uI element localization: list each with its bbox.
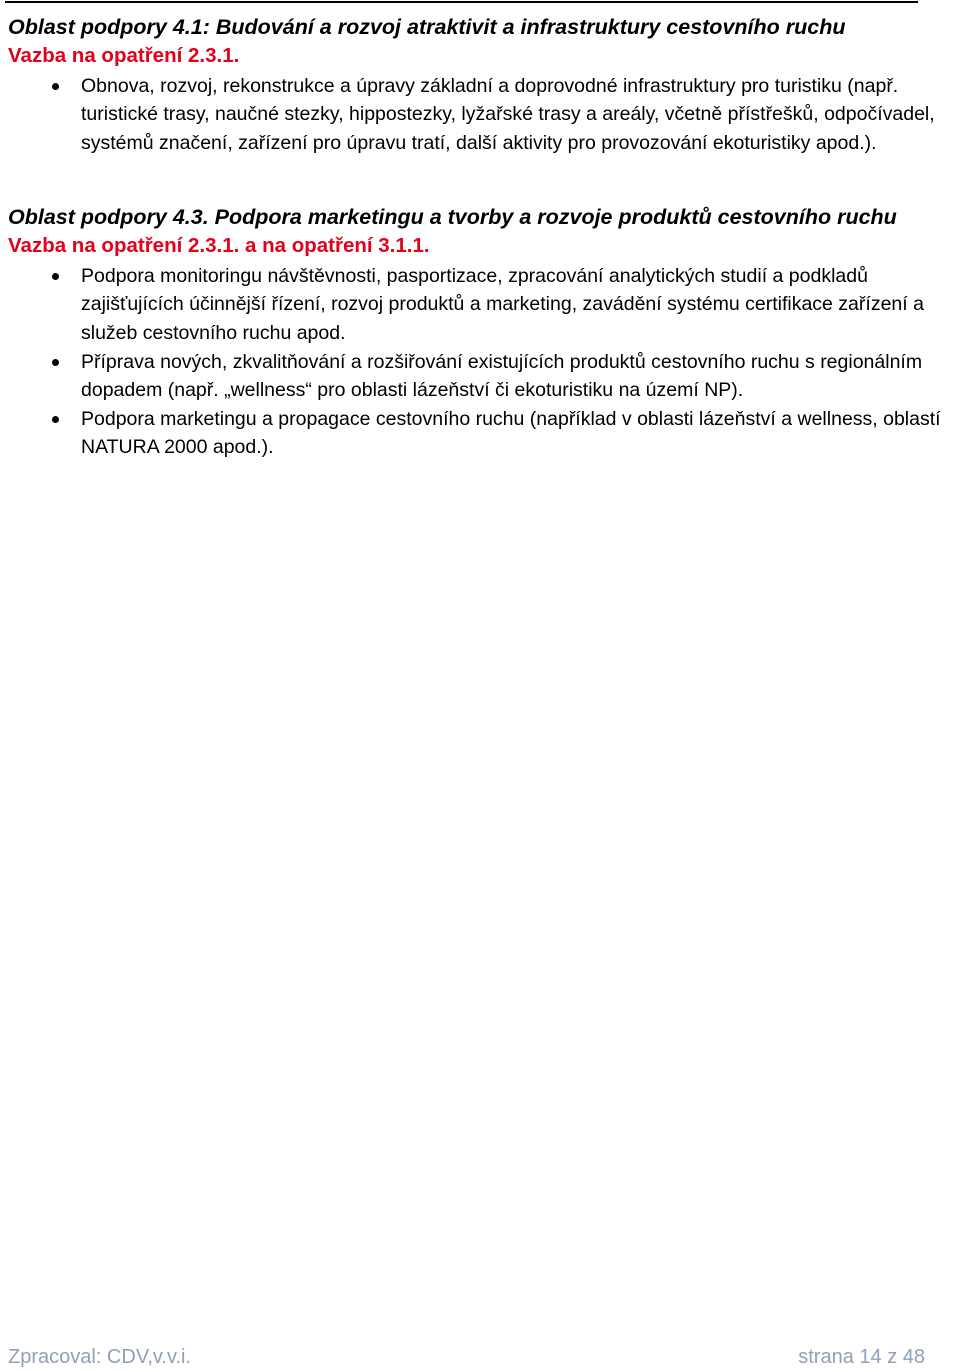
bullet-icon — [52, 83, 59, 90]
bullet-line: Příprava nových, zkvalitňování a rozšiřování existujících produktů cestovního ruchu s regionálním — [81, 351, 923, 373]
bullet-line: dopadem (např. „wellness“ pro oblasti lázeňství či ekoturistiku na území NP). — [81, 379, 744, 402]
bullet-icon — [52, 416, 59, 423]
bullet-icon — [52, 273, 59, 280]
measure-linkage: Vazba na opatření 2.3.1. — [8, 44, 240, 67]
section-heading: Oblast podpory 4.3. Podpora marketingu a tvorby a rozvoje produktů cestovního ruchu — [8, 205, 897, 229]
bullet-line: turistické trasy, naučné stezky, hippostezky, lyžařské trasy a areály, včetně přístřešků, odpočívadel, — [81, 103, 935, 126]
bullet-item — [0, 405, 960, 459]
bullet-line: Podpora marketingu a propagace cestovního ruchu (například v oblasti lázeňství a wellness, oblastí — [81, 408, 941, 430]
bullet-text — [81, 262, 924, 347]
bullet-item — [0, 72, 960, 154]
bullet-text — [81, 405, 941, 462]
bullet-text — [81, 72, 935, 157]
bullet-line: Obnova, rozvoj, rekonstrukce a úpravy základní a doprovodné infrastruktury pro turistiku (např. — [81, 75, 899, 97]
top-rule — [5, 1, 918, 3]
bullet-line: zajišťujících účinnější řízení, rozvoj produktů a marketing, zavádění systému certifikace zařízení a — [81, 293, 924, 316]
bullet-item — [0, 262, 960, 344]
section-heading: Oblast podpory 4.1: Budování a rozvoj atraktivit a infrastruktury cestovního ruchu — [8, 15, 846, 39]
bullet-text — [81, 348, 922, 405]
measure-linkage: Vazba na opatření 2.3.1. a na opatření 3.1.1. — [8, 234, 430, 257]
bullet-item — [0, 348, 960, 402]
footer-page-number: strana 14 z 48 — [798, 1346, 925, 1368]
bullet-line: systémů značení, zařízení pro úpravu tratí, další aktivity pro provozování ekoturistiky apod.). — [81, 131, 877, 154]
bullet-line: služeb cestovního ruchu apod. — [81, 321, 346, 344]
bullet-line: NATURA 2000 apod.). — [81, 436, 274, 459]
bullet-icon — [52, 359, 59, 366]
footer-author: Zpracoval: CDV,v.v.i. — [8, 1346, 192, 1368]
bullet-line: Podpora monitoringu návštěvnosti, pasportizace, zpracování analytických studií a podkladů — [81, 265, 868, 287]
